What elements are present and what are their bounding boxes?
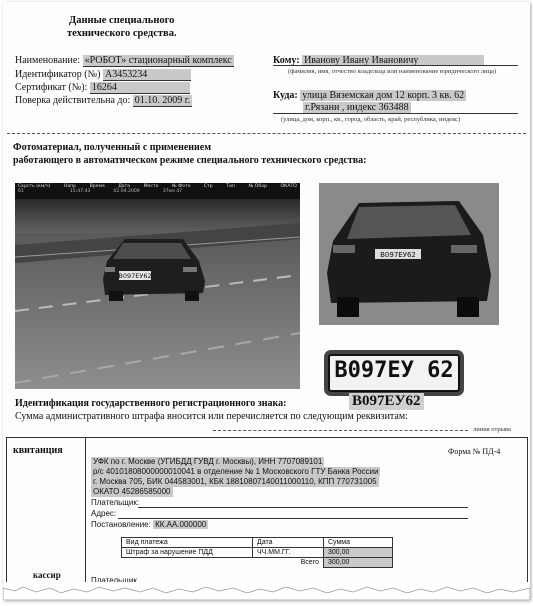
hud-value: 15:47:43 [69,189,91,194]
requisite-line1: УФК по г. Москве (УГИБДД ГУВД г. Москвы), ИНН 7707089101 [93,457,323,466]
verification-label: Поверка действительна до: [15,95,131,106]
payer-row [91,498,139,507]
section-divider [7,133,526,134]
recipient-underline [273,65,518,66]
total-value: 300,00 [324,558,393,568]
certificate-value: 16264 [90,82,190,94]
cut-line-label: линия отрыва [473,426,511,433]
recipient-name: Иванову Ивану Ивановичу [302,55,484,66]
payment-table-header [122,538,393,548]
receipt-kvitancia: квитанция [13,445,63,456]
plate-closeup: В097ЕУ 62 [328,354,460,392]
torn-edge [3,582,530,600]
requisite-line4: ОКАТО 45286585000 [93,487,171,496]
decree-label: Постановление: [91,520,151,529]
col-amount: Сумма [324,538,393,548]
car-closeup-image [319,183,499,325]
hud-label: Стр [203,184,213,189]
col-payment-type: Вид платежа [122,538,253,548]
payer-signature-label: Плательщик [91,576,137,585]
payer-label: Плательщик: [91,498,140,507]
fine-instructions: Сумма административного штрафа вносится или перечисляется по следующим реквизитам: [15,411,408,422]
payment-table [121,537,393,568]
recipient-label: Кому: [273,55,300,66]
hud-label: Тип [226,184,236,189]
payment-date-value: ЧЧ.ММ.ГГ. [253,548,324,558]
device-id-label: Идентификатор (№) [15,69,101,80]
device-title-line1: Данные специального [69,15,175,26]
device-id-row [15,69,191,81]
address-line1: улица Вяземская дом 12 корп. 3 кв. 62 [302,90,465,101]
hud-label: Напр [63,184,77,189]
payer-underline [138,507,468,508]
requisite-line3: г. Москва 705, БИК 044583001, КБК 18810807140011000110, КПП 770731005 [93,477,377,486]
device-id-value: А3453234 [103,69,191,81]
hud-label: Место [143,184,159,189]
col-date: Дата [253,538,324,548]
car-rear-view [103,239,205,301]
address-underline [273,113,518,114]
total-label: Всего [300,559,319,567]
receipt-address-label: Адрес: [91,509,117,518]
device-name-row [15,55,234,66]
car-closeup-photo [319,183,499,325]
hud-label: Скрсть (км/ч) [18,184,51,189]
fine-notice-document [3,2,530,600]
address-line2: г.Рязани , индекс 363488 [305,102,409,113]
car-plate-small: В097ЕУ62 [118,272,152,280]
decree-row [91,520,208,529]
photo-heading-line1: Фотоматериал, полученный с применением [13,142,212,153]
road-scene-image [15,183,300,389]
device-name-value: «РОБОТ» стационарный комплекс [84,55,232,66]
device-name-label: Наименование: [15,55,81,66]
photo-heading-line2: работающего в автоматическом режиме специального технического средства: [13,155,367,166]
address-row-1 [273,90,466,101]
hud-label: № Обор [248,184,267,189]
receipt-address-underline [118,518,468,519]
requisite-line2: р/с 40101808000000010041 в отделение № 1 Московского ГТУ Банка России [93,467,379,476]
receipt-divider [85,437,86,600]
cashier-label: кассир [33,570,61,580]
certificate-label: Сертификат (№): [15,82,88,93]
hud-label: № Фото [171,184,191,189]
certificate-row [15,82,190,94]
closeup-plate-small: В097ЕУ62 [380,251,416,259]
verification-value: 01.10. 2009 г. [134,95,191,106]
verification-row [15,95,192,106]
receipt-form-number: Форма № ПД-4 [448,447,501,456]
device-title-line2: технического средства. [67,28,177,39]
hud-value: 61 [18,189,24,194]
hud-label: Время [89,184,105,189]
payment-total-row [122,558,393,568]
payment-amount-value: 300,00 [324,548,393,558]
address-hint: (улица, дом, корп., кв., город, область, край, республика, индекс) [281,116,461,123]
hud-label: ОКАТО [280,184,297,189]
address-field-row [91,509,116,518]
hud-value: 37км 47 [162,189,183,194]
recipient-hint: (фамилия, имя, отчество владельца или наименование юридического лица) [288,68,497,75]
address-row-2 [303,102,411,113]
hud-label: Дата [118,184,131,189]
payment-table-row [122,548,393,558]
camera-photo [15,183,300,389]
cut-line [213,430,468,431]
identification-label: Идентификация государственного регистрационного знака: [15,398,287,409]
decree-value: КК.АА.000000 [155,520,207,529]
receipt-requisites [91,457,380,497]
identified-plate: В097ЕУ62 [349,393,424,410]
payment-type-value: Штраф за нарушение ПДД [122,548,253,558]
hud-value: 02.04.2009 [113,189,140,194]
address-label: Куда: [273,90,298,101]
